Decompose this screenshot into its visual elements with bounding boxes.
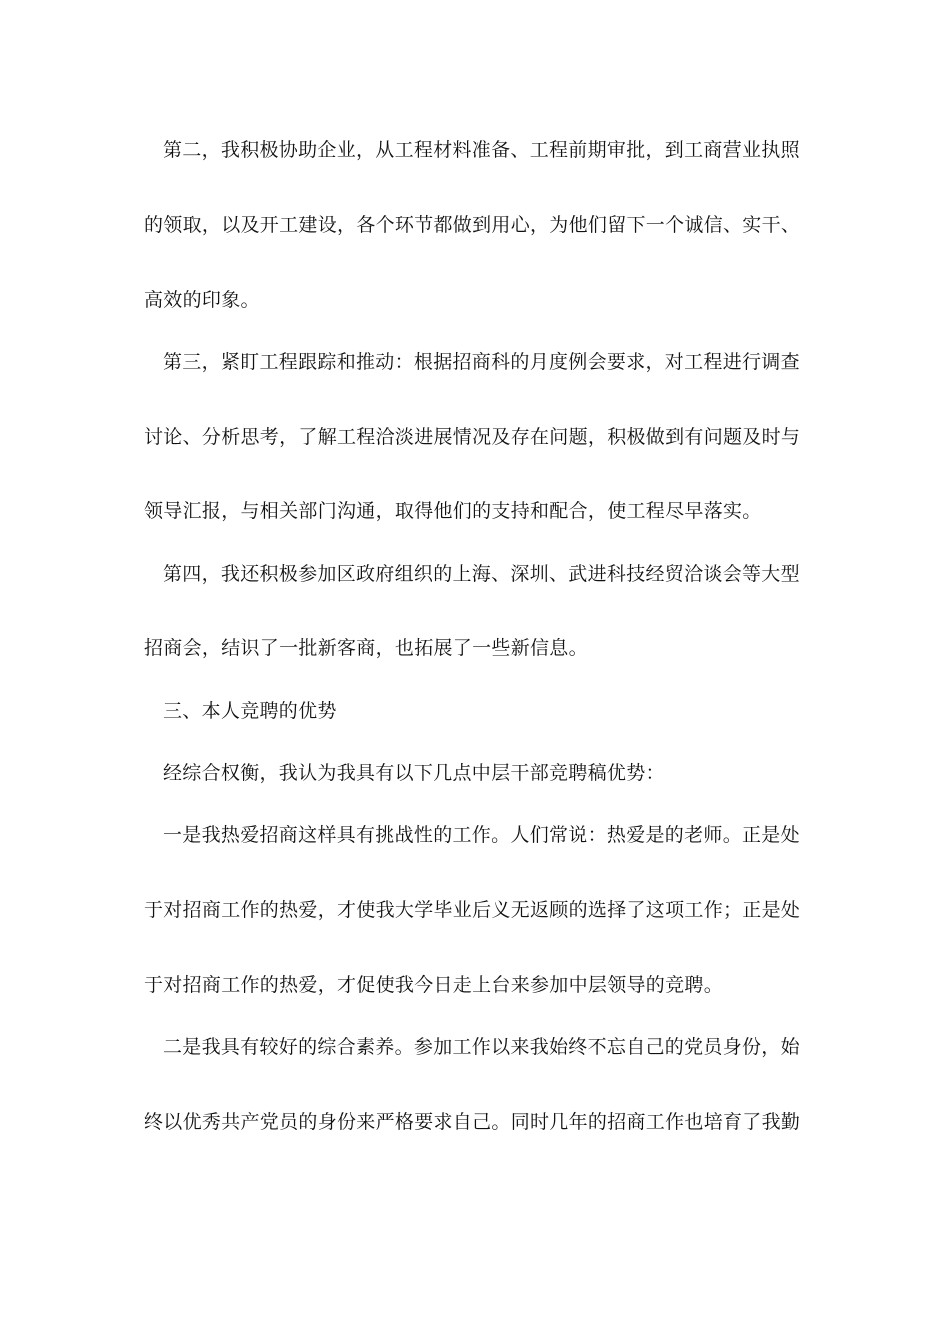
- section-heading: 三、本人竞聘的优势: [163, 700, 337, 722]
- paragraph-line: 第三，紧盯工程跟踪和推动：根据招商科的月度例会要求，对工程进行调查: [163, 351, 800, 373]
- paragraph-line: 于对招商工作的热爱，才使我大学毕业后义无返顾的选择了这项工作；正是处: [144, 899, 801, 921]
- paragraph-line: 于对招商工作的热爱，才促使我今日走上台来参加中层领导的竞聘。: [144, 974, 724, 996]
- paragraph-line: 招商会，结识了一批新客商，也拓展了一些新信息。: [144, 637, 588, 659]
- paragraph-line: 讨论、分析思考，了解工程洽淡进展情况及存在问题，积极做到有问题及时与: [144, 426, 801, 448]
- paragraph-line: 的领取，以及开工建设，各个环节都做到用心，为他们留下一个诚信、实干、: [144, 214, 801, 236]
- paragraph-line: 二是我具有较好的综合素养。参加工作以来我始终不忘自己的党员身份，始: [163, 1036, 800, 1058]
- paragraph-line: 第四，我还积极参加区政府组织的上海、深圳、武进科技经贸洽谈会等大型: [163, 563, 800, 585]
- paragraph-line: 领导汇报，与相关部门沟通，取得他们的支持和配合，使工程尽早落实。: [144, 500, 762, 522]
- paragraph-line: 一是我热爱招商这样具有挑战性的工作。人们常说：热爱是的老师。正是处: [163, 824, 800, 846]
- paragraph-line: 高效的印象。: [144, 289, 260, 311]
- paragraph-line: 终以优秀共产党员的身份来严格要求自己。同时几年的招商工作也培育了我勤: [144, 1111, 801, 1133]
- paragraph-line: 第二，我积极协助企业，从工程材料准备、工程前期审批，到工商营业执照: [163, 139, 800, 161]
- paragraph-line: 经综合权衡，我认为我具有以下几点中层干部竞聘稿优势：: [163, 762, 665, 784]
